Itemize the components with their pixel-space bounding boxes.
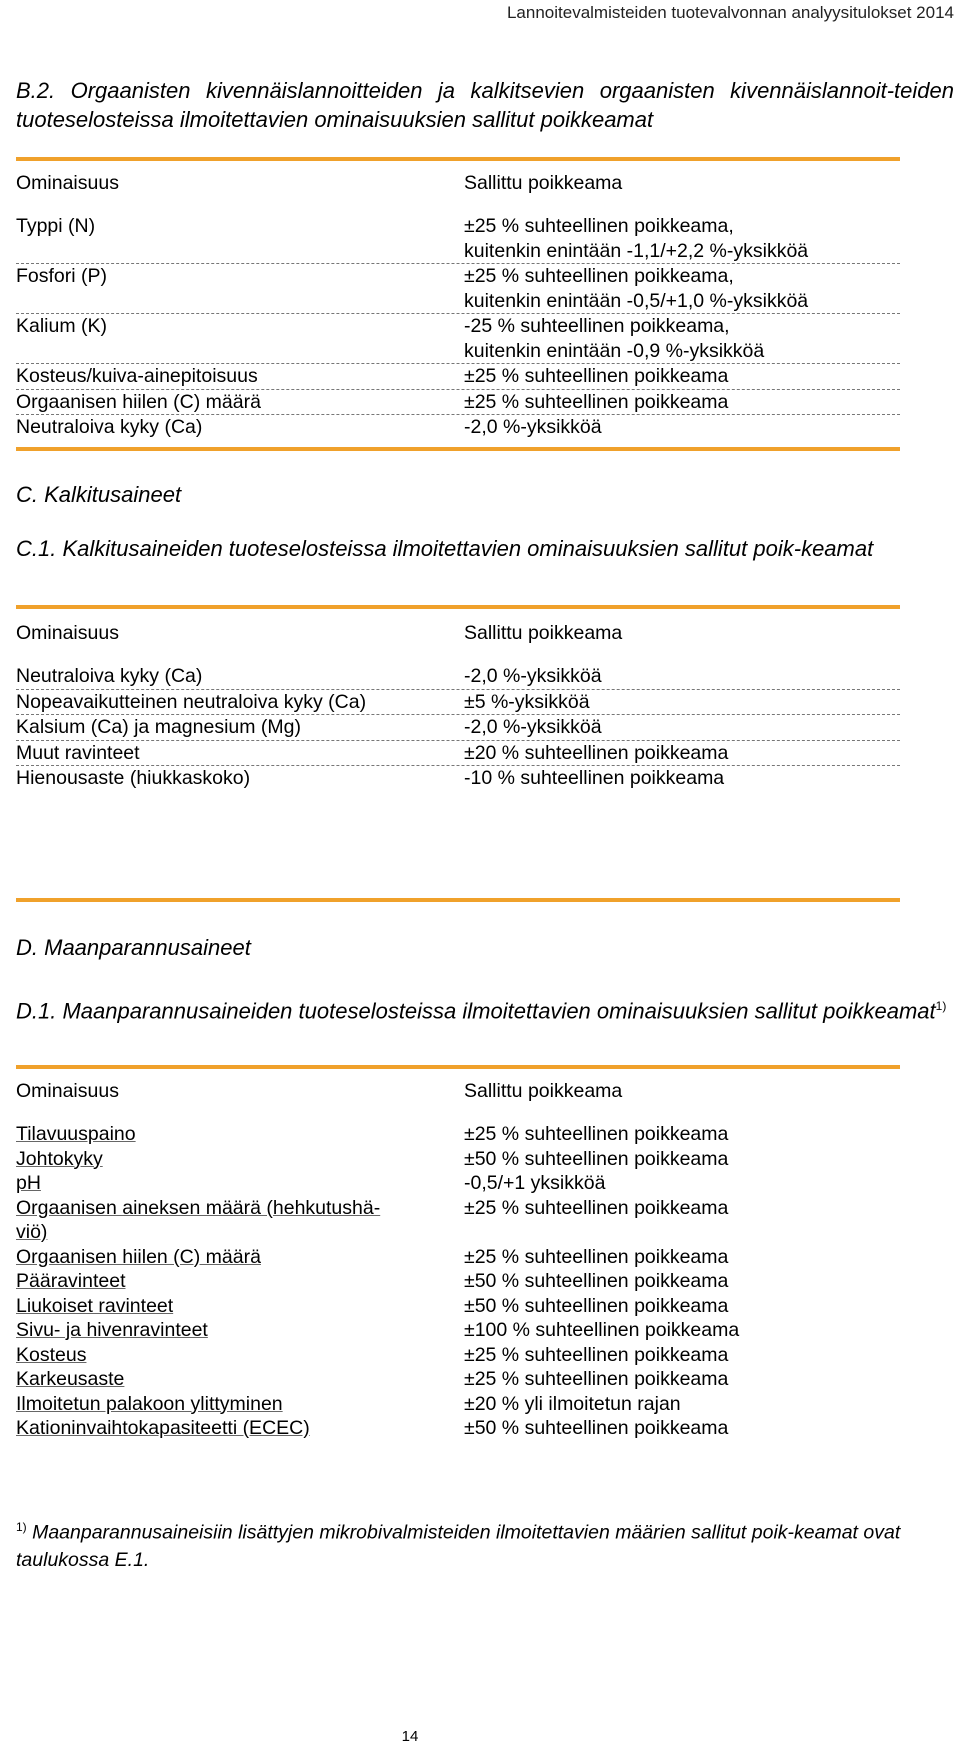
property-cell: Muut ravinteet	[16, 741, 140, 764]
deviation-cell: ±25 % suhteellinen poikkeama	[464, 1196, 729, 1219]
property-text: Liukoiset ravinteet	[16, 1294, 174, 1317]
deviation-cell: -2,0 %-yksikköä	[464, 716, 602, 738]
table-header	[16, 1078, 900, 1122]
table-header	[16, 170, 900, 214]
table-row	[16, 1196, 900, 1245]
table-row	[16, 1343, 900, 1368]
deviation-cell: ±25 % suhteellinen poikkeama	[464, 1368, 729, 1390]
property-cell: Fosfori (P)	[16, 265, 108, 287]
property-cell	[16, 1343, 464, 1368]
property-text: Karkeusaste	[16, 1368, 125, 1390]
table-row	[16, 1122, 900, 1147]
table-row	[16, 741, 900, 767]
table-row	[16, 214, 900, 264]
column-header-deviation: Sallittu poikkeama	[464, 1080, 623, 1102]
property-cell	[16, 1196, 464, 1245]
deviation-cell: ±25 % suhteellinen poikkeama	[464, 1123, 729, 1145]
deviation-cell: -10 % suhteellinen poikkeama	[464, 767, 725, 789]
table-row	[16, 1171, 900, 1196]
table-row	[16, 766, 900, 791]
table-row	[16, 1147, 900, 1172]
property-cell	[16, 1171, 464, 1196]
table-row	[16, 1318, 900, 1343]
deviation-cell: ±50 % suhteellinen poikkeama	[464, 1147, 729, 1170]
deviation-cell: ±50 % suhteellinen poikkeama	[464, 1270, 729, 1292]
table-row	[16, 1392, 900, 1417]
table-row	[16, 1416, 900, 1441]
table-row	[16, 1367, 900, 1392]
property-text: Orgaanisen hiilen (C) määrä	[16, 1245, 261, 1268]
table-row	[16, 715, 900, 741]
deviation-cell: ±50 % suhteellinen poikkeama	[464, 1417, 729, 1439]
deviation-cell: ±5 %-yksikköä	[464, 690, 590, 713]
deviation-cell: ±25 % suhteellinen poikkeama	[464, 1245, 729, 1268]
property-cell	[16, 1147, 464, 1172]
table-row	[16, 314, 900, 364]
page-number: 14	[401, 1728, 419, 1745]
section-d1-title-text: D.1. Maanparannusaineiden tuoteselosteissa ilmoitettavien ominaisuuksien sallitut poikkeamat	[16, 998, 936, 1024]
deviation-cell: -2,0 %-yksikköä	[464, 416, 602, 438]
property-text: Sivu- ja hivenravinteet	[16, 1319, 208, 1341]
footnote-text: Maanparannusaineisiin lisättyjen mikrobivalmisteiden ilmoitettavien määrien sallitut poik-keamat ovat taulukossa E.1.	[16, 1521, 901, 1571]
table-row	[16, 1245, 900, 1270]
property-cell: Nopeavaikutteinen neutraloiva kyky (Ca)	[16, 690, 367, 713]
column-header-property: Ominaisuus	[16, 172, 119, 194]
divider	[16, 605, 900, 609]
column-header-deviation: Sallittu poikkeama	[464, 622, 623, 644]
footnote-marker: 1)	[16, 1520, 27, 1534]
footnote-ref: 1)	[935, 999, 947, 1013]
property-cell	[16, 1122, 464, 1147]
property-cell: Typpi (N)	[16, 215, 96, 237]
property-cell: Neutraloiva kyky (Ca)	[16, 416, 203, 438]
deviation-cell: ±20 % yli ilmoitetun rajan	[464, 1392, 681, 1415]
table-row	[16, 690, 900, 716]
table-row	[16, 390, 900, 416]
divider	[16, 157, 900, 161]
property-cell: Kalium (K)	[16, 315, 108, 337]
table-d1	[16, 1078, 900, 1441]
table-c1	[16, 620, 900, 791]
section-c-heading: C. Kalkitusaineet	[16, 482, 182, 507]
column-header-deviation: Sallittu poikkeama	[464, 172, 623, 194]
divider	[16, 447, 900, 451]
table-b2	[16, 170, 900, 440]
table-row	[16, 364, 900, 390]
deviation-cell: ±25 % suhteellinen poikkeama	[464, 390, 729, 413]
property-cell: Neutraloiva kyky (Ca)	[16, 665, 203, 687]
deviation-cell: ±20 % suhteellinen poikkeama	[464, 741, 729, 764]
table-row	[16, 415, 900, 440]
section-d-heading: D. Maanparannusaineet	[16, 935, 251, 960]
property-text: Tilavuuspaino	[16, 1123, 136, 1145]
deviation-cell: -25 % suhteellinen poikkeama, kuitenkin enintään -0,9 %-yksikköä	[464, 315, 765, 362]
running-header: Lannoitevalmisteiden tuotevalvonnan analyysitulokset 2014	[506, 3, 954, 22]
property-text: pH	[16, 1172, 41, 1194]
footnote	[16, 1514, 950, 1574]
property-cell	[16, 1245, 464, 1270]
column-header-property: Ominaisuus	[16, 1080, 119, 1102]
property-cell: Kosteus/kuiva-ainepitoisuus	[16, 365, 258, 387]
property-cell	[16, 1416, 464, 1441]
property-cell	[16, 1294, 464, 1319]
property-cell: Hienousaste (hiukkaskoko)	[16, 767, 251, 789]
property-cell: Kalsium (Ca) ja magnesium (Mg)	[16, 716, 301, 738]
section-b2-title: B.2. Orgaanisten kivennäislannoitteiden ja kalkitsevien orgaanisten kivennäislannoit-teiden tuoteselosteissa ilmoitettavien ominaisuuksien sallitut poikkeamat	[16, 78, 954, 132]
property-text: Johtokyky	[16, 1147, 103, 1170]
property-cell	[16, 1318, 464, 1343]
property-cell	[16, 1269, 464, 1294]
table-row	[16, 264, 900, 314]
property-text: Orgaanisen aineksen määrä (hehkutushä- viö)	[16, 1196, 381, 1243]
table-row	[16, 1269, 900, 1294]
section-c1-title: C.1. Kalkitusaineiden tuoteselosteissa ilmoitettavien ominaisuuksien sallitut poik-keamat	[16, 536, 874, 561]
property-text: Kationinvaihtokapasiteetti (ECEC)	[16, 1417, 310, 1439]
property-text: Ilmoitetun palakoon ylittyminen	[16, 1392, 283, 1415]
section-d1-title	[16, 992, 954, 1025]
property-cell	[16, 1392, 464, 1417]
deviation-cell: -0,5/+1 yksikköä	[464, 1172, 606, 1194]
property-cell	[16, 1367, 464, 1392]
deviation-cell: ±25 % suhteellinen poikkeama	[464, 1343, 729, 1366]
column-header-property: Ominaisuus	[16, 622, 119, 644]
divider	[16, 898, 900, 902]
table-row	[16, 1294, 900, 1319]
property-cell: Orgaanisen hiilen (C) määrä	[16, 390, 261, 413]
table-header	[16, 620, 900, 664]
deviation-cell: ±100 % suhteellinen poikkeama	[464, 1319, 740, 1341]
property-text: Pääravinteet	[16, 1270, 126, 1292]
property-text: Kosteus	[16, 1343, 87, 1366]
deviation-cell: ±50 % suhteellinen poikkeama	[464, 1294, 729, 1317]
deviation-cell: ±25 % suhteellinen poikkeama	[464, 365, 729, 387]
deviation-cell: -2,0 %-yksikköä	[464, 665, 602, 687]
divider	[16, 1065, 900, 1069]
table-row	[16, 664, 900, 690]
deviation-cell: ±25 % suhteellinen poikkeama, kuitenkin enintään -0,5/+1,0 %-yksikköä	[464, 265, 809, 312]
deviation-cell: ±25 % suhteellinen poikkeama, kuitenkin enintään -1,1/+2,2 %-yksikköä	[464, 215, 809, 262]
